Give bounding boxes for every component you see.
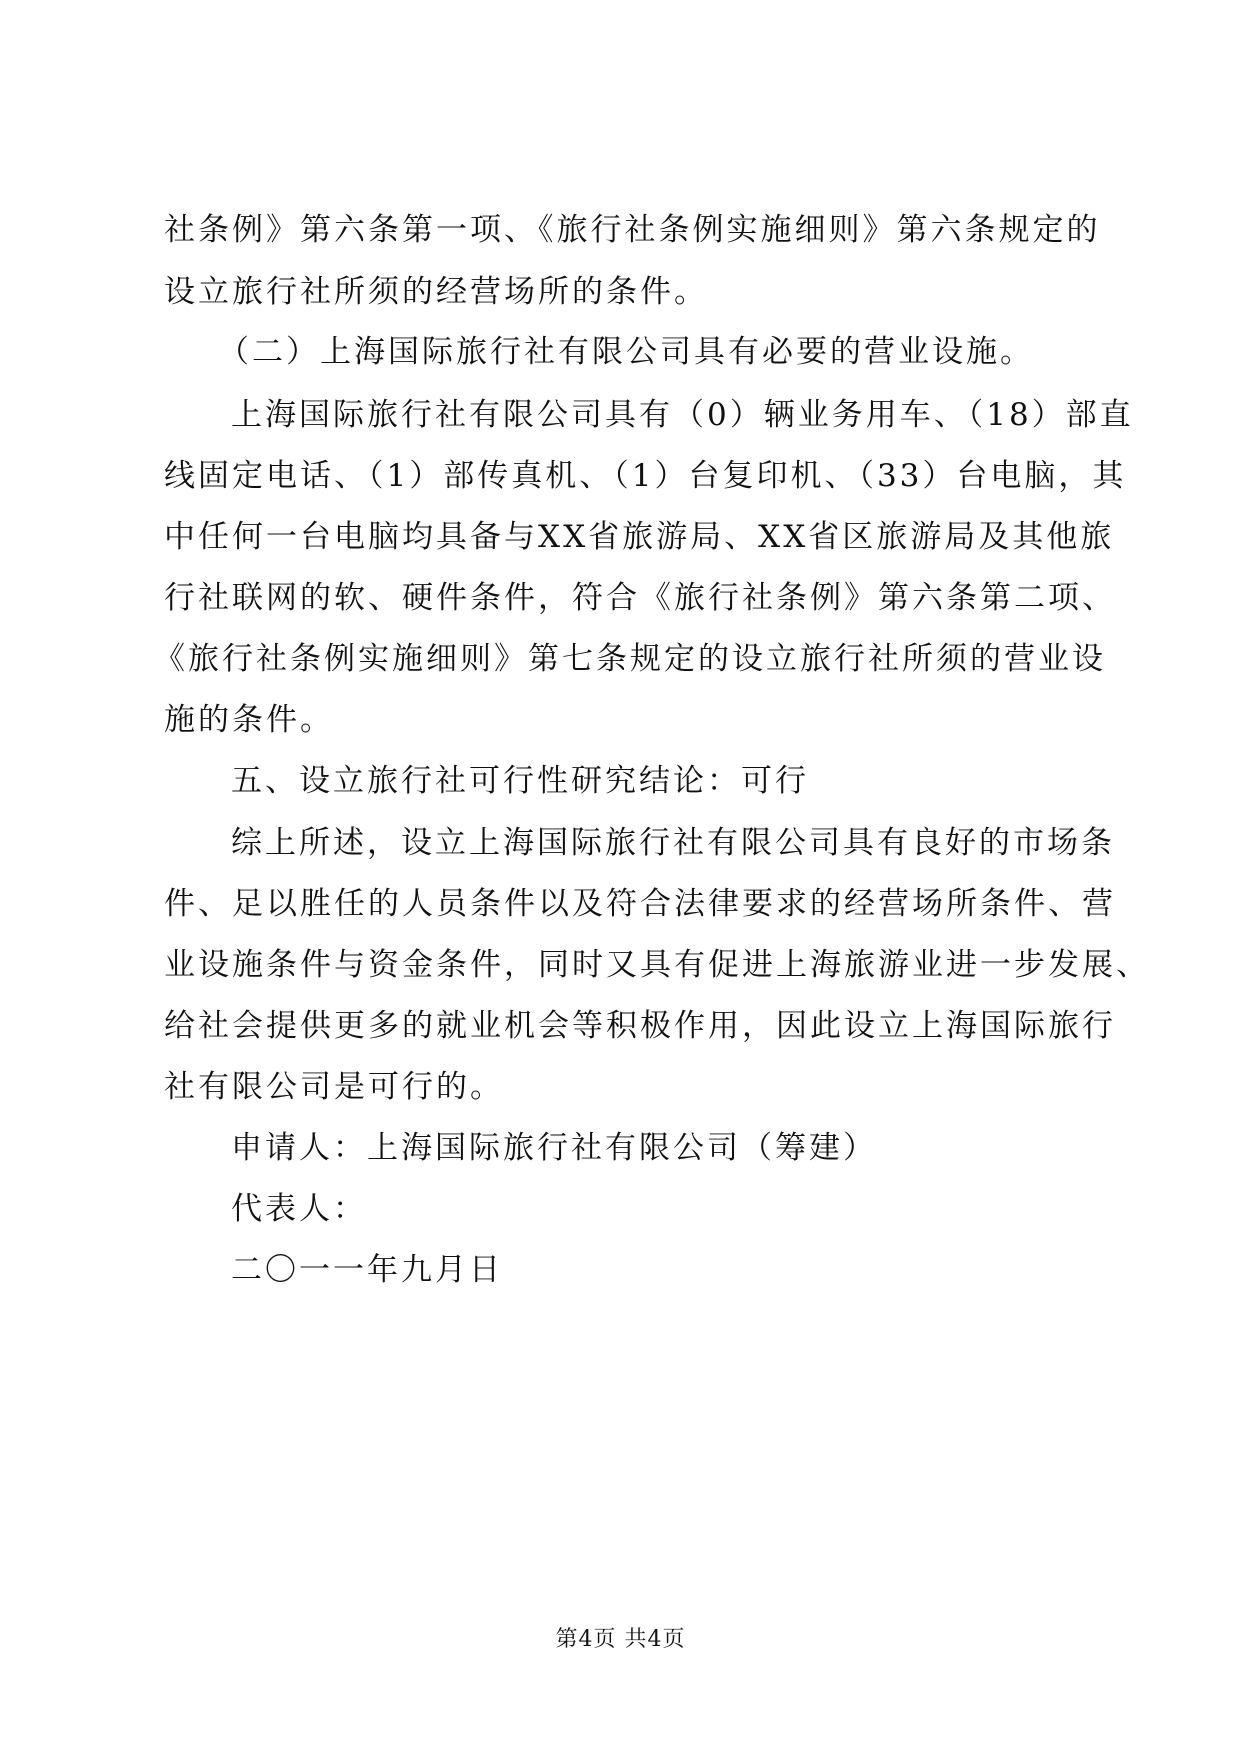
body-line-12: 件、足以胜任的人员条件以及符合法律要求的经营场所条件、营 (164, 886, 1116, 922)
applicant-line: 申请人：上海国际旅行社有限公司（筹建） (231, 1130, 877, 1166)
section-heading-conclusion: 五、设立旅行社可行性研究结论：可行 (231, 763, 809, 799)
section-heading-business-facilities: （二）上海国际旅行社有限公司具有必要的营业设施。 (218, 334, 1034, 370)
body-line-1: 社条例》第六条第一项、《旅行社条例实施细则》第六条规定的 (164, 212, 1101, 248)
body-line-9: 施的条件。 (164, 702, 334, 738)
representative-line: 代表人： (231, 1191, 367, 1227)
body-line-11: 综上所述，设立上海国际旅行社有限公司具有良好的市场条 (231, 825, 1115, 861)
body-line-4: 上海国际旅行社有限公司具有（0）辆业务用车、（18）部直 (231, 397, 1134, 433)
body-line-6: 中任何一台电脑均具备与XX省旅游局、XX省区旅游局及其他旅 (164, 519, 1115, 555)
body-line-15: 社有限公司是可行的。 (164, 1069, 504, 1105)
date-line: 二〇一一年九月日 (231, 1252, 503, 1288)
body-line-2: 设立旅行社所须的经营场所的条件。 (164, 274, 708, 310)
body-line-14: 给社会提供更多的就业机会等积极作用，因此设立上海国际旅行 (164, 1008, 1116, 1044)
page-indicator: 第4页 共4页 (555, 1627, 686, 1652)
body-line-5: 线固定电话、（1）部传真机、（1）台复印机、（33）台电脑，其 (164, 458, 1127, 494)
body-line-8: 《旅行社条例实施细则》第七条规定的设立旅行社所须的营业设 (154, 641, 1106, 677)
body-line-13: 业设施条件与资金条件，同时又具有促进上海旅游业进一步发展、 (164, 947, 1150, 983)
body-line-7: 行社联网的软、硬件条件，符合《旅行社条例》第六条第二项、 (164, 580, 1116, 616)
